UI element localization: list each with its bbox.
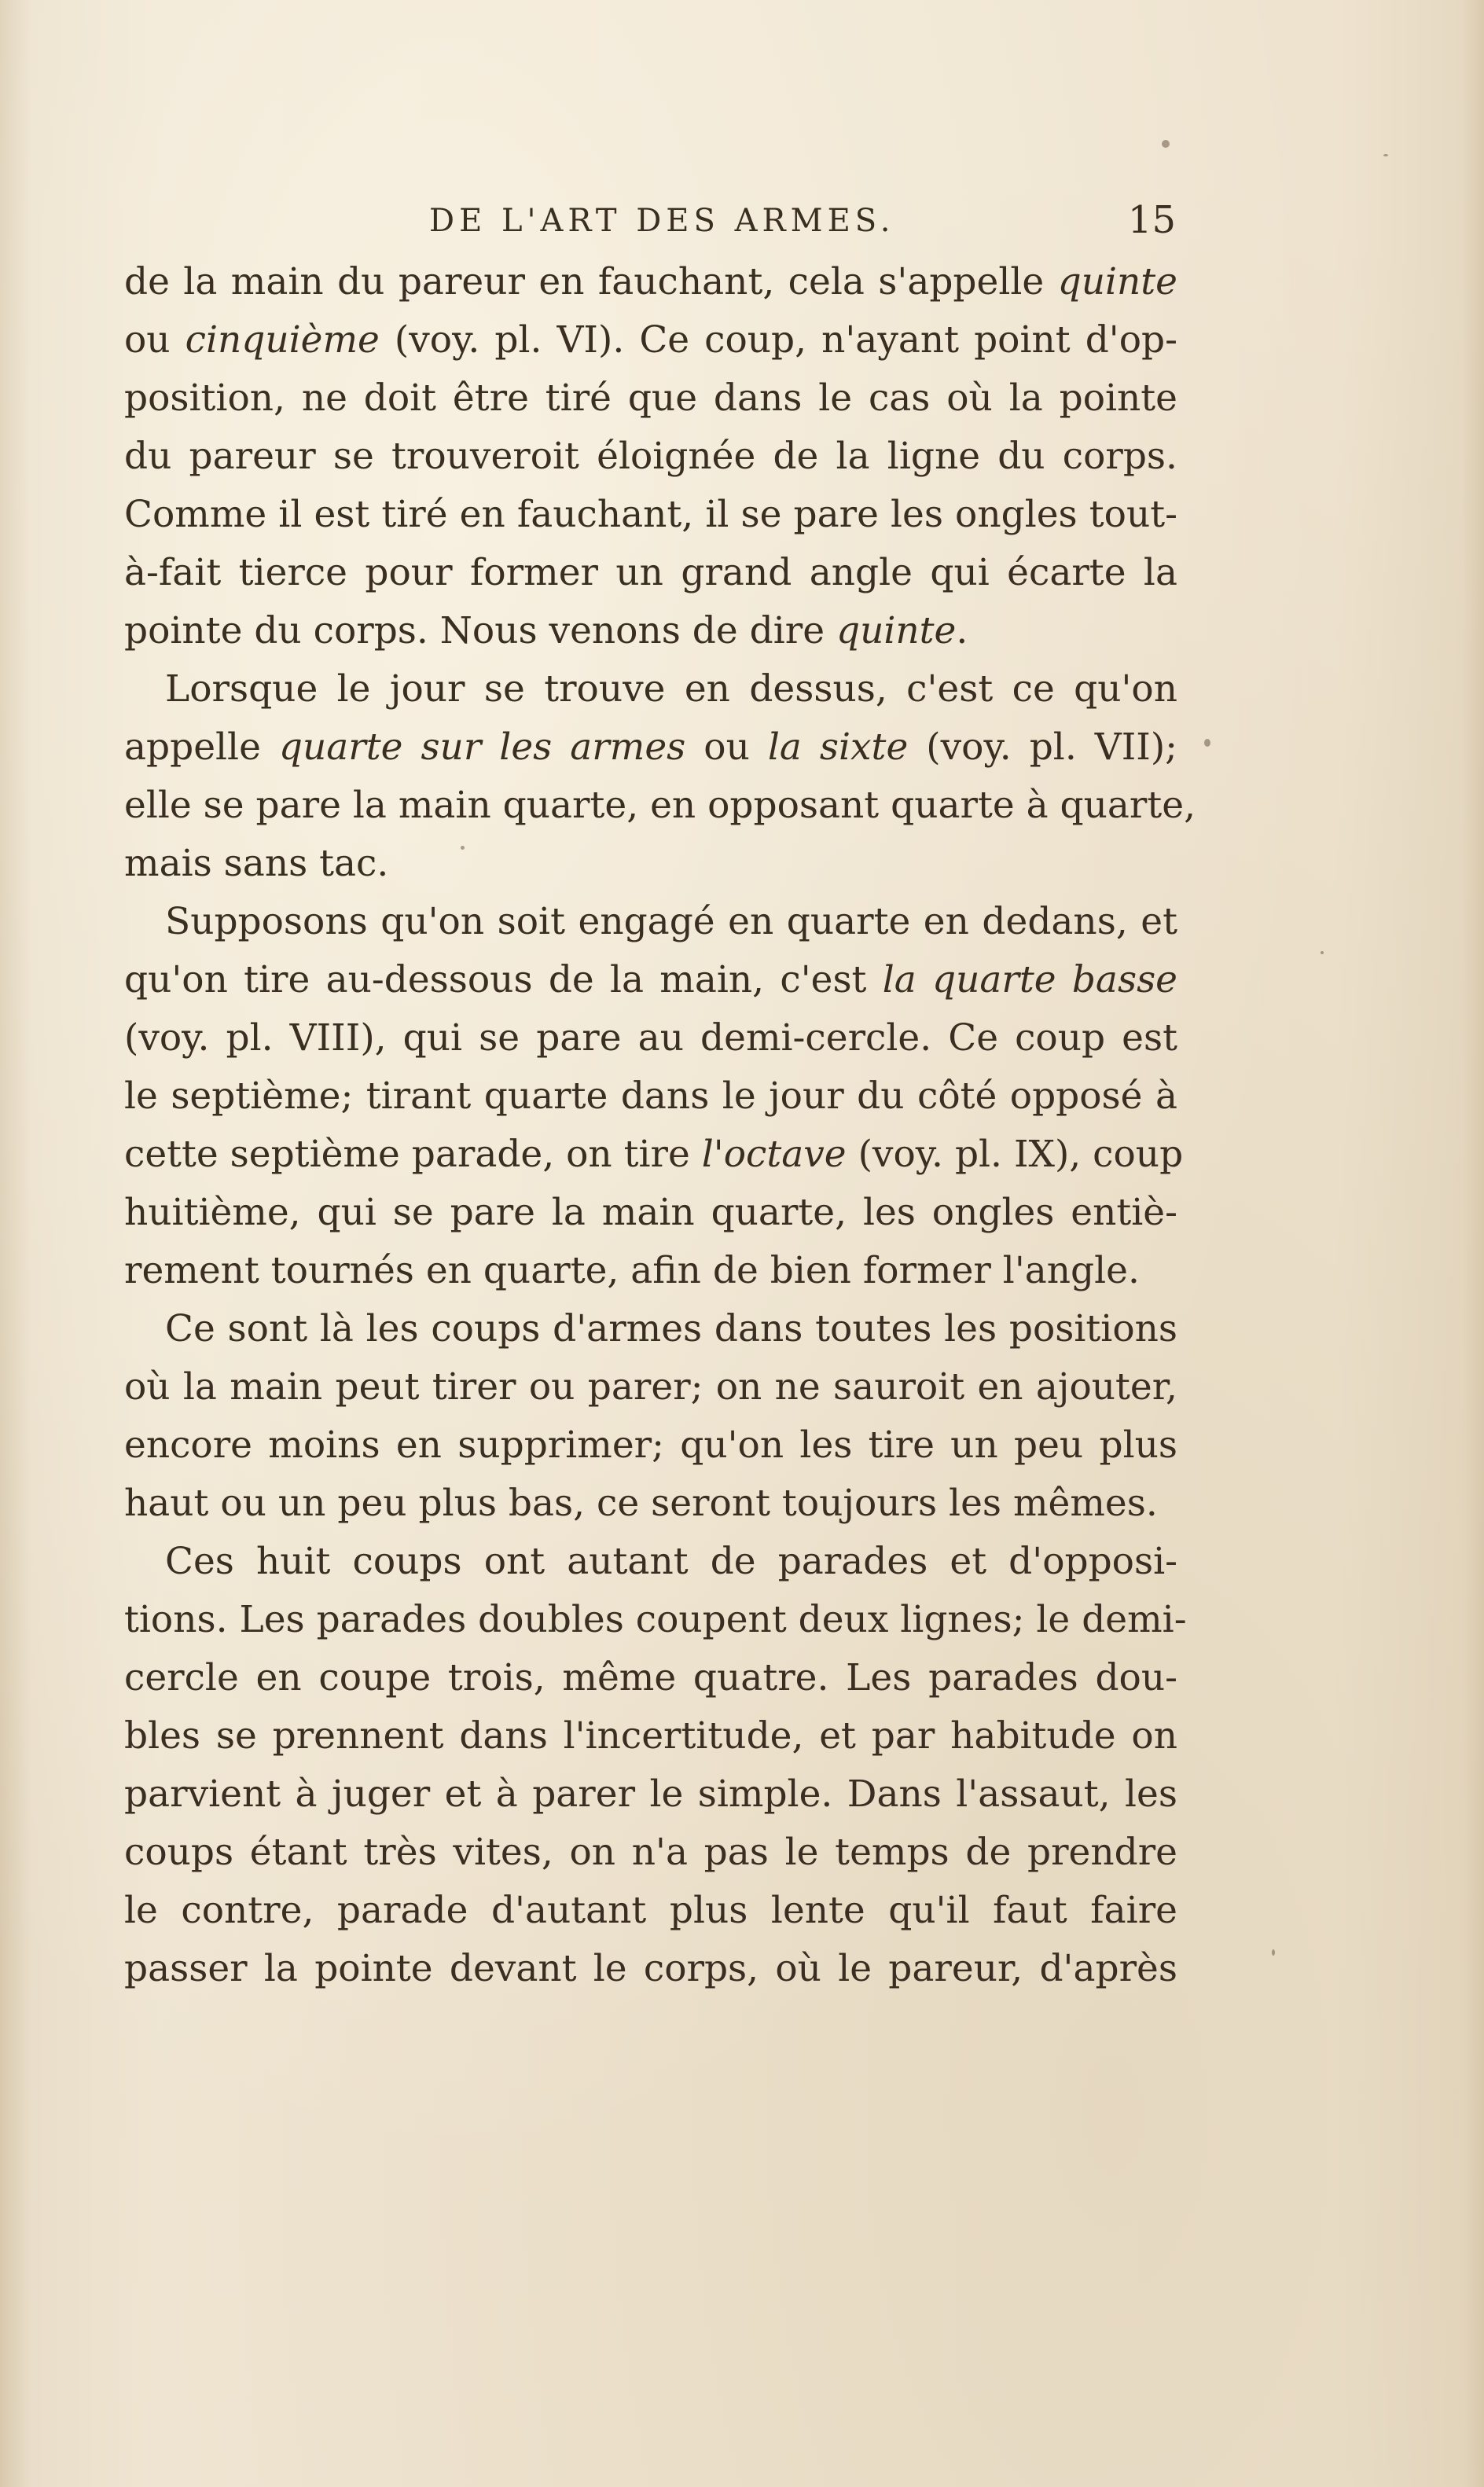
running-title: DE L'ART DES ARMES. bbox=[429, 203, 895, 239]
text-line: rement tournés en quarte, afin de bien former l'angle. bbox=[124, 1249, 1140, 1292]
text-line: le septième; tirant quarte dans le jour du côté opposé à bbox=[124, 1075, 1177, 1118]
paper-speck bbox=[1272, 1949, 1275, 1956]
text-line: où la main peut tirer ou parer; on ne sauroit en ajouter, bbox=[124, 1365, 1177, 1409]
running-head bbox=[126, 198, 1176, 250]
text-line: haut ou un peu plus bas, ce seront toujours les mêmes. bbox=[124, 1482, 1158, 1525]
text-line: le contre, parade d'autant plus lente qu'il faut faire bbox=[124, 1889, 1177, 1932]
text-line: (voy. pl. VIII), qui se pare au demi-cercle. Ce coup est bbox=[124, 1016, 1177, 1060]
text-line: mais sans tac. bbox=[124, 842, 389, 885]
text-line: parvient à juger et à parer le simple. Dans l'assaut, les bbox=[124, 1772, 1177, 1816]
text-line: du pareur se trouveroit éloignée de la ligne du corps. bbox=[124, 435, 1177, 478]
text-line: elle se pare la main quarte, en opposant quarte à quarte, bbox=[124, 784, 1196, 827]
text-line: Lorsque le jour se trouve en dessus, c'est ce qu'on bbox=[165, 667, 1177, 711]
text-line: pointe du corps. Nous venons de dire quinte. bbox=[124, 609, 968, 652]
text-line: encore moins en supprimer; qu'on les tire un peu plus bbox=[124, 1424, 1177, 1467]
text-line: passer la pointe devant le corps, où le pareur, d'après bbox=[124, 1947, 1177, 1990]
text-line: qu'on tire au-dessous de la main, c'est la quarte basse bbox=[124, 958, 1177, 1001]
text-line: Supposons qu'on soit engagé en quarte en dedans, et bbox=[165, 900, 1177, 943]
text-line: bles se prennent dans l'incertitude, et par habitude on bbox=[124, 1714, 1177, 1758]
paper-speck bbox=[1204, 739, 1210, 747]
text-line: Ces huit coups ont autant de parades et d'opposi- bbox=[165, 1540, 1177, 1583]
text-line: cette septième parade, on tire l'octave (voy. pl. IX), coup bbox=[124, 1133, 1184, 1176]
text-line: tions. Les parades doubles coupent deux lignes; le demi- bbox=[124, 1598, 1187, 1641]
text-line: coups étant très vites, on n'a pas le temps de prendre bbox=[124, 1831, 1177, 1874]
body-text bbox=[124, 253, 1196, 1998]
text-line: Comme il est tiré en fauchant, il se pare les ongles tout- bbox=[124, 493, 1177, 536]
text-line: cercle en coupe trois, même quatre. Les parades dou- bbox=[124, 1656, 1177, 1699]
text-line: de la main du pareur en fauchant, cela s'appelle quinte bbox=[124, 260, 1177, 303]
paper-speck bbox=[461, 846, 465, 850]
text-line: Ce sont là les coups d'armes dans toutes les positions bbox=[165, 1307, 1177, 1350]
text-line: ou cinquième (voy. pl. VI). Ce coup, n'ayant point d'op- bbox=[124, 318, 1177, 362]
paper-speck bbox=[1162, 140, 1170, 148]
paper-speck bbox=[1383, 154, 1388, 156]
text-line: à-fait tierce pour former un grand angle qui écarte la bbox=[124, 551, 1177, 594]
paper-speck bbox=[1321, 951, 1324, 954]
text-line: appelle quarte sur les armes ou la sixte (voy. pl. VII); bbox=[124, 726, 1178, 769]
text-line: huitième, qui se pare la main quarte, les ongles entiè- bbox=[124, 1191, 1177, 1234]
page-number: 15 bbox=[1127, 198, 1176, 242]
text-line: position, ne doit être tiré que dans le cas où la pointe bbox=[124, 377, 1177, 420]
